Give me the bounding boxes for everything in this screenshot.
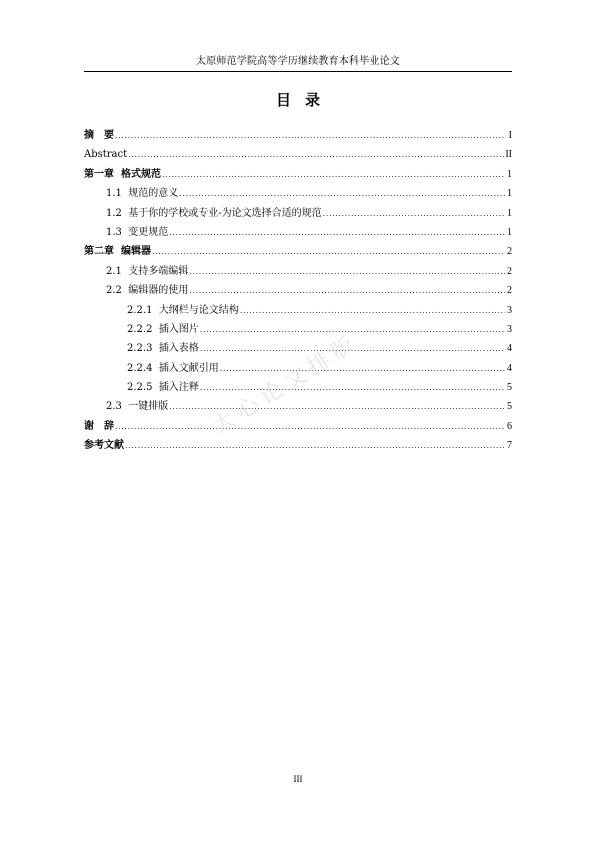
toc-entry-page: 3: [507, 323, 512, 335]
toc-leader-dots: [162, 165, 505, 184]
toc-entry-number: 第二章: [84, 246, 121, 258]
toc-entry-number: 2.1: [106, 265, 129, 277]
toc-entry-page: II: [505, 149, 512, 161]
toc-entry-2-1[interactable]: [84, 262, 512, 281]
watermark: 大心论文排版: [208, 329, 365, 440]
toc-entry-page: 1: [507, 207, 512, 219]
toc-entry-number: 1.3: [106, 226, 129, 238]
toc-entry-2-2-1[interactable]: [84, 301, 512, 320]
toc-leader-dots: [152, 242, 505, 261]
toc-entry-2-2[interactable]: [84, 281, 512, 300]
toc-entry-number: 1.2: [106, 207, 129, 219]
toc-entry-number: 2.3: [106, 401, 129, 413]
toc-entry-text: 格式规范: [120, 168, 161, 180]
toc-entry-page: 1: [507, 168, 512, 180]
toc-leader-dots: [115, 417, 505, 436]
toc-entry-page: 7: [507, 440, 512, 452]
toc-entry-text: 基于你的学校或专业-为论文选择合适的规范: [128, 207, 322, 219]
page-number: III: [293, 774, 303, 784]
toc-leader-dots: [125, 436, 505, 455]
toc-entry-number: 2.2.3: [127, 343, 159, 355]
toc-entry-text: 谢 辞: [84, 420, 114, 432]
toc-entry-number: 1.1: [106, 188, 129, 200]
toc-entry-text: 编辑器的使用: [128, 285, 189, 297]
toc-entry-references[interactable]: [84, 436, 512, 455]
toc-entry-text: 摘 要: [84, 130, 114, 141]
toc-leader-dots: [240, 301, 505, 320]
toc-leader-dots: [189, 262, 505, 281]
toc-entry-page: 5: [507, 401, 512, 413]
toc-entry-text: 支持多端编辑: [128, 265, 189, 277]
toc-entry-acknowledgements[interactable]: [84, 417, 512, 436]
toc-entry-text: 编辑器: [120, 246, 151, 258]
toc-leader-dots: [115, 126, 505, 145]
toc-entry-chapter-2[interactable]: [84, 242, 512, 261]
toc-entry-abstract-en[interactable]: [84, 145, 512, 164]
toc-entry-abstract-cn[interactable]: [84, 126, 512, 145]
toc-entry-text: 插入图片: [158, 323, 199, 335]
toc-entry-page: 1: [507, 188, 512, 200]
toc-entry-text: 插入注释: [158, 382, 199, 394]
toc-entry-number: 2.2.2: [127, 323, 159, 335]
toc-entry-text: 插入表格: [158, 343, 199, 355]
toc-leader-dots: [169, 223, 505, 242]
toc-title: 目录: [275, 91, 334, 109]
toc-entry-text: 一键排版: [128, 401, 169, 413]
page-header: 太原师范学院高等学历继续教育本科毕业论文: [196, 56, 400, 67]
toc-entry-page: 2: [507, 246, 512, 258]
toc-entry-page: 5: [507, 382, 512, 394]
toc-entry-1-2[interactable]: [84, 204, 512, 223]
toc-entry-2-2-2[interactable]: [84, 320, 512, 339]
toc-leader-dots: [179, 184, 505, 203]
toc-entry-number: 2.2.1: [127, 304, 159, 316]
toc-entry-page: I: [508, 130, 512, 141]
toc-entry-page: 4: [507, 343, 512, 355]
toc-entry-page: 6: [507, 420, 512, 432]
toc-leader-dots: [220, 359, 505, 378]
toc-entry-number: 2.2.5: [127, 382, 159, 394]
toc-entry-1-3[interactable]: [84, 223, 512, 242]
toc-entry-2-3[interactable]: [84, 397, 512, 416]
toc-entry-page: 2: [507, 265, 512, 277]
toc-entry-1-1[interactable]: [84, 184, 512, 203]
toc-leader-dots: [189, 281, 505, 300]
toc-entry-text: 变更规范: [128, 226, 169, 238]
toc-entry-page: 1: [507, 226, 512, 238]
toc-entry-number: 2.2.4: [127, 362, 159, 374]
toc-leader-dots: [128, 145, 504, 164]
toc-entry-chapter-1[interactable]: [84, 165, 512, 184]
toc-entry-number: 第一章: [84, 168, 121, 180]
header-rule: [84, 71, 512, 72]
toc-entry-text: 大纲栏与论文结构: [158, 304, 239, 316]
toc-entry-text: 规范的意义: [128, 188, 179, 200]
toc-leader-dots: [323, 204, 505, 223]
toc-entry-text: 参考文献: [84, 440, 124, 452]
toc-entry-text: Abstract: [84, 149, 128, 161]
toc-entry-page: 2: [507, 285, 512, 297]
toc-entry-page: 4: [507, 362, 512, 374]
toc-entry-text: 插入文献引用: [158, 362, 219, 374]
toc-entry-number: 2.2: [106, 285, 129, 297]
toc-entry-page: 3: [507, 304, 512, 316]
table-of-contents: [84, 126, 512, 456]
